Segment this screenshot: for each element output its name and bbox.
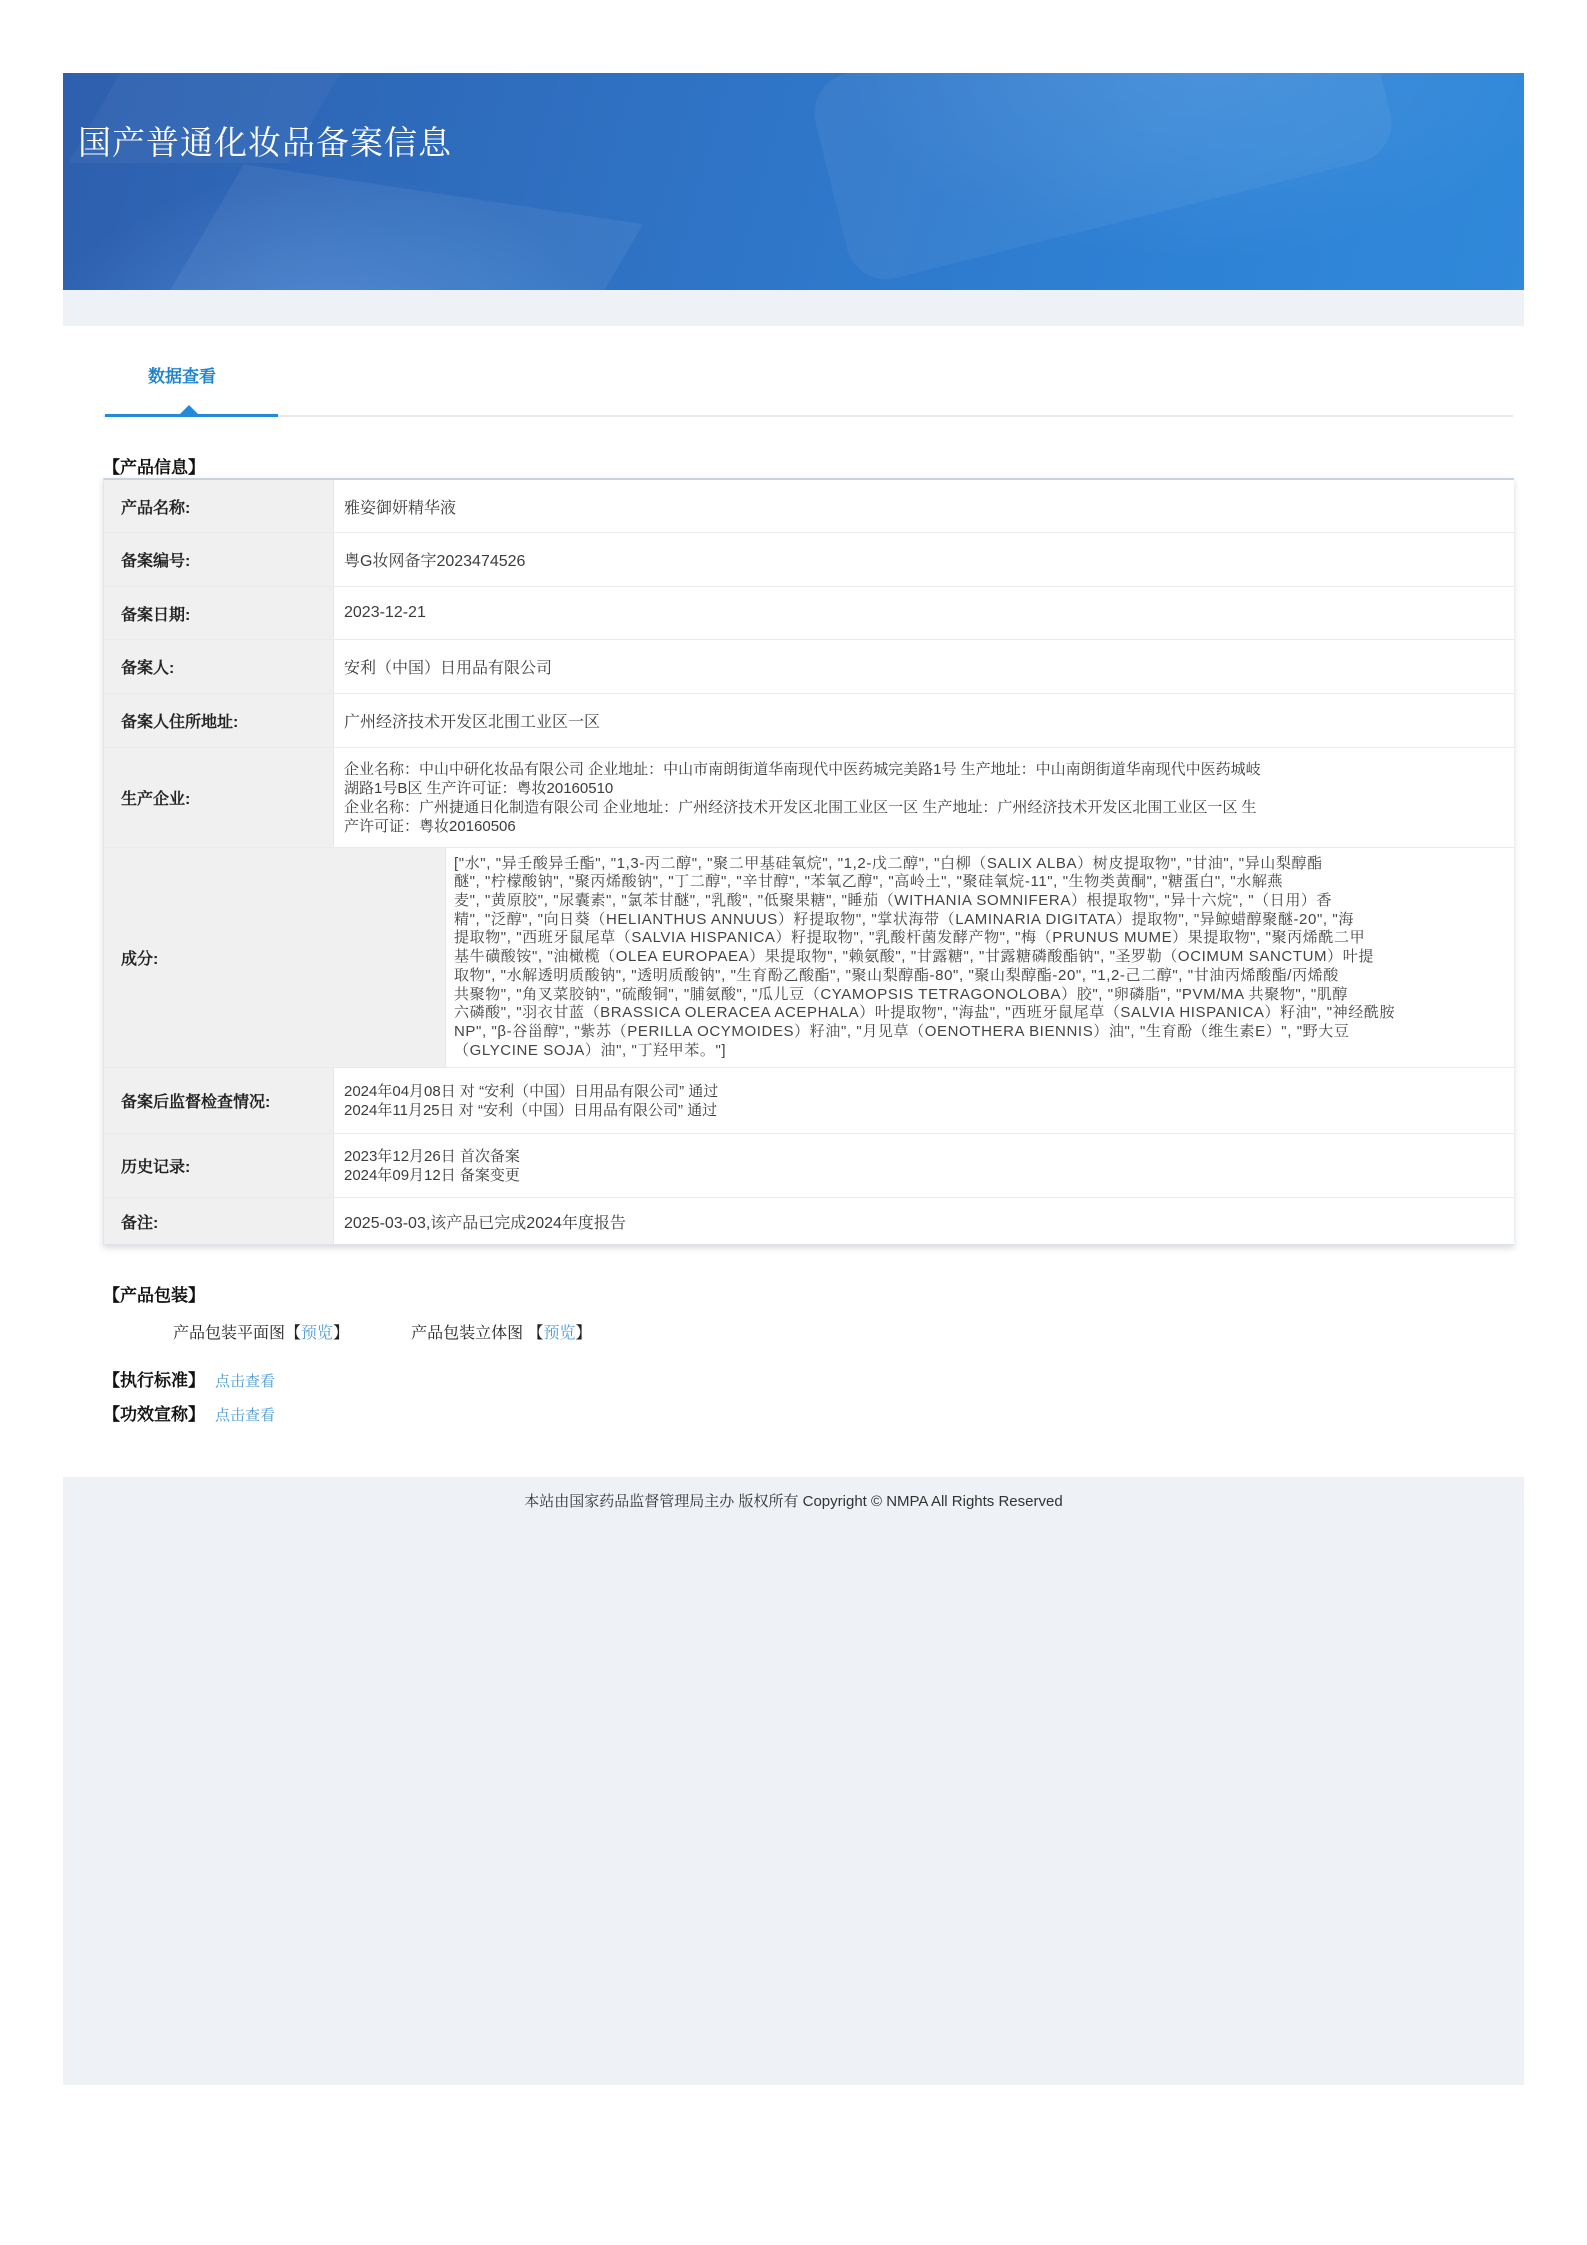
row-value: ["水", "异壬酸异壬酯", "1,3-丙二醇", "聚二甲基硅氧烷", "1,2-戊二醇", "白柳（SALIX ALBA）树皮提取物", "甘油", "异山梨醇酯 醚", "柠檬酸钠", "聚丙烯酸钠", "丁二醇", "辛甘醇", "苯氧乙醇", "高岭土", "聚硅氧烷-11", "生物类黄酮", "糖蛋白", "水解燕 麦", "黄原胶", "尿囊素", "氯苯甘醚", "乳酸", "低聚果糖", "睡茄（WITHANIA SOMNIFERA）根提取物", "异十六烷", "（日用）香 精", "泛醇", "向日葵（HELIANTHUS ANNUUS）籽提取物", "掌状海带（LAMINARIA DIGITATA）提取物", "异鲸蜡醇聚醚-20", "海 提取物", "西班牙鼠尾草（SALVIA HISPANICA）籽提取物", "乳酸杆菌发酵产物", "梅（PRUNUS MUME）果提取物", "聚丙烯酰二甲 基牛磺酸铵", "油橄榄（OLEA EUROPAEA）果提取物", "赖氨酸", "甘露糖", "甘露糖磷酸酯钠", "圣罗勒（OCIMUM SANCTUM）叶提 取物", "水解透明质酸钠", "透明质酸钠", "生育酚乙酸酯", "聚山梨醇酯-80", "聚山梨醇酯-20", "1,2-己二醇", "甘油丙烯酸酯/丙烯酸 共聚物", "角叉菜胶钠", "硫酸铜", "脯氨酸", "瓜儿豆（CYAMOPSIS TETRAGONOLOBA）胶", "卵磷脂", "PVM/MA 共聚物", "肌醇 六磷酸", "羽衣甘蓝（BRASSICA OLERACEA ACEPHALA）叶提取物", "海盐", "西班牙鼠尾草（SALVIA HISPANICA）籽油", "神经酰胺 NP", "β-谷甾醇", "紫苏（PERILLA OCYMOIDES）籽油", "月见草（OENOTHERA BIENNIS）油", "生育酚（维生素E）", "野大豆 （GLYCINE SOJA）油", "丁羟甲苯。"]: [454, 854, 1396, 1059]
table-row: [104, 480, 1514, 533]
bracket-close: 】: [575, 1325, 592, 1342]
row-value: 企业名称：中山中研化妆品有限公司 企业地址：中山市南朗街道华南现代中医药城完美路1号 生产地址：中山南朗街道华南现代中医药城岐 湖路1号B区 生产许可证：粤妆20160510 企业名称：广州捷通日化制造有限公司 企业地址：广州经济技术开发区北围工业区一区 生产地址：广州经济技术开发区北围工业区一区 生 产许可证：粤妆20160506: [344, 760, 1261, 835]
efficacy-view-link[interactable]: 点击查看: [215, 1407, 276, 1424]
tab-track-line: [103, 415, 1513, 417]
tab-bar: [103, 360, 1513, 420]
table-row-manufacturers: [104, 748, 1514, 848]
page-footer: [63, 1477, 1524, 2085]
row-label: 备案日期:: [104, 587, 334, 639]
banner-decor-shape: [806, 73, 1400, 288]
page-title: 国产普通化妆品备案信息: [78, 124, 452, 161]
table-row-remark: [104, 1198, 1514, 1245]
standard-row: [103, 1366, 275, 1391]
table-row: [104, 640, 1514, 694]
packaging-flat-label: 产品包装平面图: [173, 1325, 286, 1342]
row-value: 2025-03-03,该产品已完成2024年度报告: [344, 1214, 626, 1232]
efficacy-heading: 【功效宣称】: [103, 1405, 205, 1424]
row-value: 安利（中国）日用品有限公司: [344, 660, 553, 677]
row-value: 广州经济技术开发区北围工业区一区: [344, 714, 601, 731]
row-value: 雅姿御妍精华液: [344, 499, 457, 517]
row-value: 粤G妆网备字2023474526: [344, 553, 526, 570]
row-label: 历史记录:: [104, 1134, 334, 1197]
row-label: 备案人:: [104, 640, 334, 693]
banner-decor-shape: [93, 164, 643, 290]
standard-heading: 【执行标准】: [103, 1371, 205, 1390]
table-row: [104, 694, 1514, 748]
page-banner: [63, 73, 1524, 290]
efficacy-row: [103, 1400, 275, 1425]
row-label: 备注:: [104, 1198, 334, 1244]
product-info-table: [103, 478, 1514, 1245]
packaging-flat-preview-link[interactable]: 预览: [301, 1325, 334, 1342]
packaging-links-row: [173, 1320, 592, 1343]
table-row-ingredients: [104, 848, 1514, 1068]
bracket-open: 【: [285, 1325, 302, 1342]
row-value: 2023-12-21: [344, 604, 426, 621]
tab-active-underline: [105, 414, 278, 417]
packaging-stereo-preview-link[interactable]: 预览: [543, 1325, 576, 1342]
row-label: 备案人住所地址:: [104, 694, 334, 747]
bracket-open: 【: [527, 1325, 544, 1342]
row-label: 生产企业:: [104, 748, 334, 847]
table-row: [104, 533, 1514, 587]
tab-caret-icon: [180, 405, 198, 414]
table-row: [104, 587, 1514, 640]
packaging-heading: 【产品包装】: [103, 1286, 205, 1305]
footer-copyright-text: 本站由国家药品监督管理局主办 版权所有 Copyright © NMPA All Rights Reserved: [524, 1493, 1063, 1510]
table-row-history: [104, 1134, 1514, 1198]
row-label: 备案编号:: [104, 533, 334, 586]
row-value: 2023年12月26日 首次备案 2024年09月12日 备案变更: [344, 1147, 520, 1184]
standard-view-link[interactable]: 点击查看: [215, 1373, 276, 1390]
row-label: 备案后监督检查情况:: [104, 1068, 334, 1133]
table-row-supervision: [104, 1068, 1514, 1134]
packaging-stereo-label: 产品包装立体图: [411, 1325, 528, 1342]
product-info-heading: 【产品信息】: [103, 458, 205, 477]
row-label: 产品名称:: [104, 480, 334, 532]
row-label: 成分:: [104, 848, 446, 1067]
bracket-close: 】: [333, 1325, 350, 1342]
banner-sub-strip: [63, 290, 1524, 326]
row-value: 2024年04月08日 对 “安利（中国）日用品有限公司” 通过 2024年11月25日 对 “安利（中国）日用品有限公司” 通过: [344, 1082, 719, 1119]
tab-data-view[interactable]: 数据查看: [148, 367, 216, 386]
